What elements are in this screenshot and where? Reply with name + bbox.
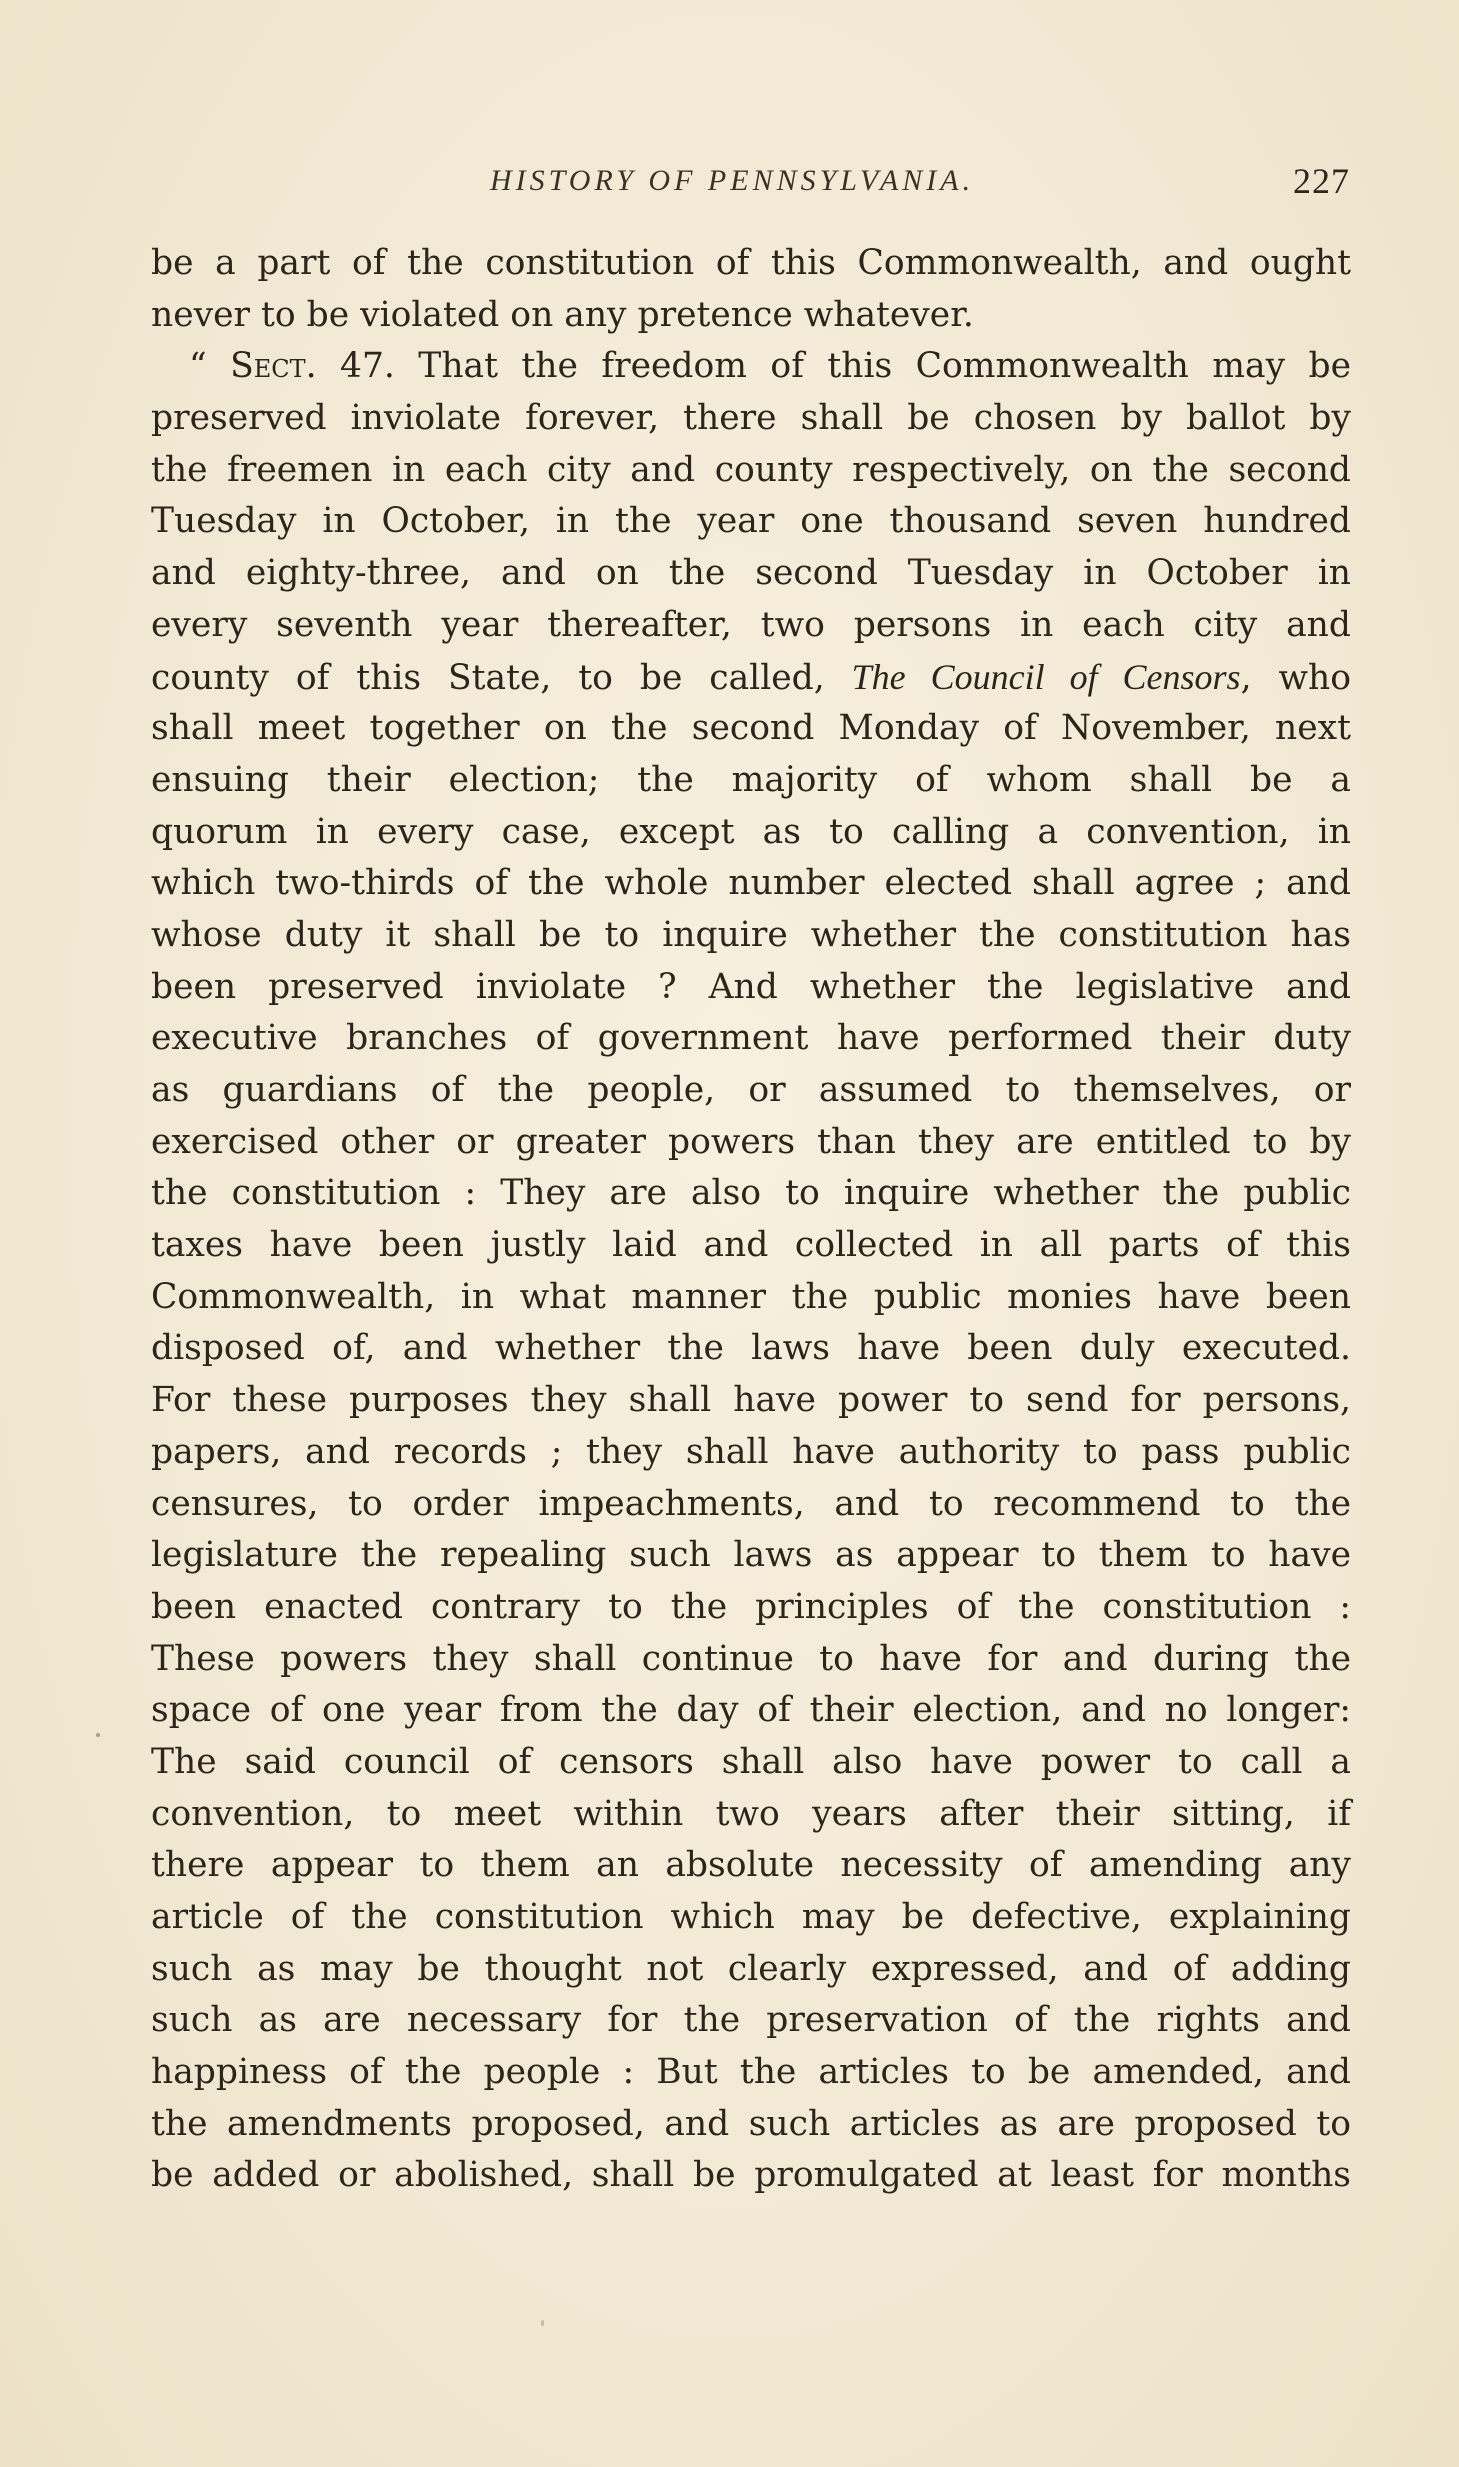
text-line: there appear to them an absolute necessity of amending any: [151, 1845, 1351, 1886]
text-line: disposed of, and whether the laws have been duly executed.: [151, 1328, 1351, 1369]
text-line: and eighty-three, and on the second Tuesday in October in: [151, 553, 1351, 594]
text-line: convention, to meet within two years after their sitting, if: [151, 1793, 1351, 1834]
text-line: legislature the repealing such laws as appear to them to have: [151, 1535, 1351, 1576]
text-line: article of the constitution which may be defective, explaining: [151, 1897, 1351, 1937]
text-line: never to be violated on any pretence whatever.: [151, 294, 974, 335]
text-line: happiness of the people : But the articles to be amended, and: [151, 2052, 1351, 2093]
text-line: be added or abolished, shall be promulgated at least for months: [151, 2155, 1351, 2196]
text-line: ensuing their election; the majority of whom shall be a: [151, 759, 1351, 800]
text-line: Commonwealth, in what manner the public monies have been: [151, 1276, 1351, 1317]
text-line: preserved inviolate forever, there shall be chosen by ballot by: [151, 398, 1351, 439]
text-line: as guardians of the people, or assumed to themselves, or: [151, 1070, 1351, 1110]
text-line: These powers they shall continue to have for and during the: [151, 1638, 1351, 1679]
text-line: censures, to order impeachments, and to recommend to the: [151, 1483, 1351, 1524]
line-text: county of this State, to be called,: [151, 657, 825, 698]
body-text: [151, 238, 1351, 2202]
paper-speck: [96, 1733, 100, 1737]
section-abbrev: Sect.: [230, 346, 317, 387]
text-line: shall meet together on the second Monday of November, next: [151, 708, 1351, 749]
text-line: the freemen in each city and county respectively, on the second: [151, 449, 1351, 490]
text-line: taxes have been justly laid and collected in all parts of this: [151, 1225, 1351, 1266]
text-line: exercised other or greater powers than they are entitled to by: [151, 1121, 1351, 1162]
text-line: papers, and records ; they shall have authority to pass public: [151, 1431, 1351, 1472]
text-line: space of one year from the day of their election, and no longer:: [151, 1690, 1351, 1731]
text-line: the amendments proposed, and such articles as are proposed to: [151, 2103, 1351, 2144]
text-line: whose duty it shall be to inquire whether the constitution has: [151, 914, 1351, 955]
text-line: every seventh year thereafter, two persons in each city and: [151, 604, 1351, 645]
text-line: quorum in every case, except as to calling a convention, in: [151, 811, 1351, 852]
text-line: executive branches of government have performed their duty: [151, 1018, 1351, 1059]
section-47-text: Sect. 47. That the freedom of this Commonwealth may be: [230, 346, 1351, 387]
text-line: such as may be thought not clearly expressed, and of adding: [151, 1948, 1351, 1989]
text-line: For these purposes they shall have power to send for persons,: [151, 1380, 1351, 1421]
text-line: the constitution : They are also to inquire whether the public: [151, 1173, 1351, 1214]
text-line: The said council of censors shall also have power to call a: [151, 1741, 1351, 1782]
text-line: been preserved inviolate ? And whether the legislative and: [151, 966, 1351, 1007]
text-line: Tuesday in October, in the year one thousand seven hundred: [151, 501, 1351, 542]
running-head: [150, 160, 1350, 210]
text-line: be a part of the constitution of this Commonwealth, and ought: [151, 243, 1351, 283]
open-quote: “: [189, 346, 207, 387]
page-number: 227: [1293, 161, 1350, 201]
text-line: which two-thirds of the whole number elected shall agree ; and: [151, 863, 1351, 904]
section-47-line: [151, 341, 1351, 393]
paper-speck: [541, 2320, 544, 2326]
running-title: HISTORY OF PENNSYLVANIA.: [490, 164, 975, 197]
text-line: such as are necessary for the preservation of the rights and: [151, 2000, 1351, 2041]
text-line: been enacted contrary to the principles of the constitution :: [151, 1586, 1351, 1627]
council-of-censors-title: The Council of Censors: [851, 656, 1241, 697]
line-suffix: , who: [1240, 657, 1351, 698]
council-of-censors-line: [151, 652, 1351, 704]
